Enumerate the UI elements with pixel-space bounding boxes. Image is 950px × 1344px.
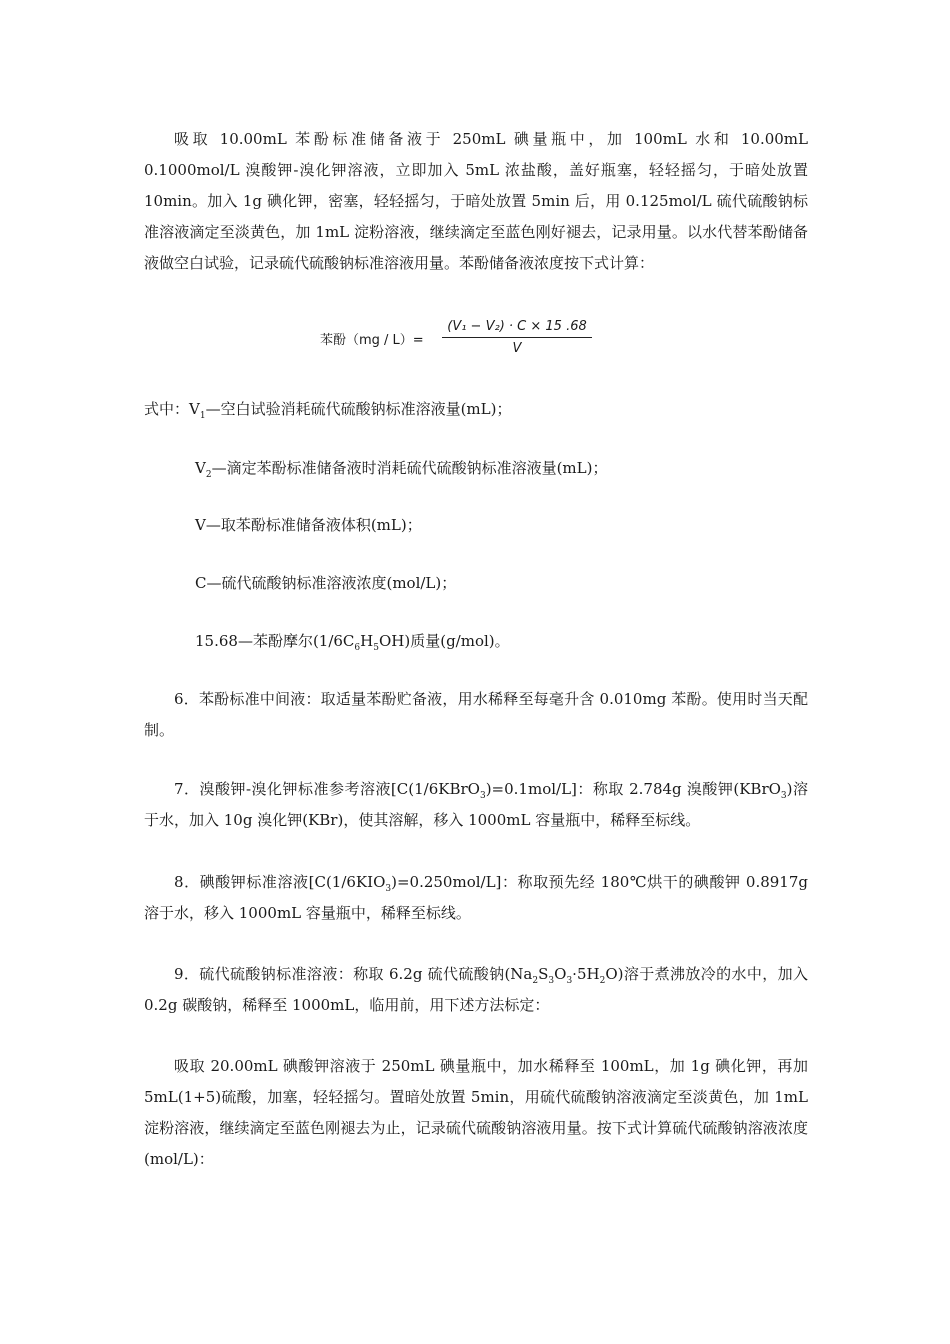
formula-numerator: (V₁ − V₂) · C × 15 .68	[447, 319, 587, 334]
formula-lhs: 苯酚（mg / L）=	[320, 333, 424, 348]
definition-v2: $V_2—$滴定苯酚标准储备液时消耗硫代硫酸钠标准溶液量(mL)；	[195, 459, 608, 480]
paragraph-item-8: 8．碘酸钾标准溶液$[C(1/6KIO_3)=0.250mol/L]$：称取预先经 180℃烘干的碘酸钾 0.8917g 溶于水，移入 1000mL 容量瓶中，稀释至标线。	[144, 873, 808, 922]
fraction-bar	[442, 337, 592, 338]
formula-denominator: V	[512, 341, 522, 356]
definition-molar-mass: 15.68—苯酚摩尔$(1/6C_6H_5OH)$质量(g/mol)。	[195, 632, 510, 653]
paragraph-item-6: 6．苯酚标准中间液：取适量苯酚贮备液，用水稀释至每毫升含 0.010mg 苯酚。使用时当天配制。	[144, 690, 808, 739]
paragraph-phenol-titration: 吸取 10.00mL 苯酚标准储备液于 250mL 碘量瓶中，加 100mL 水和 10.00mL 0.1000mol/L 溴酸钾-溴化钾溶液，立即加入 5mL 浓盐酸，盖好瓶塞，轻轻摇匀，于暗处放置 10min。加入 1g 碘化钾，密塞，轻轻摇匀，于暗处放置 5min 后，用 0.125mol/L 硫代硫酸钠标准溶液滴定至淡黄色，加 1mL 淀粉溶液，继续滴定至蓝色刚好褪去，记录用量。以水代替苯酚储备液做空白试验，记录硫代硫酸钠标准溶液用量。苯酚储备液浓度按下式计算：	[144, 130, 808, 272]
definition-v1: 式中：$V_1—$空白试验消耗硫代硫酸钠标准溶液量(mL)；	[144, 400, 512, 421]
definition-v: V—取苯酚标准储备液体积(mL)；	[195, 516, 422, 534]
definition-c: C—硫代硫酸钠标准溶液浓度(mol/L)；	[195, 574, 457, 592]
paragraph-item-7: 7．溴酸钾-溴化钾标准参考溶液[C(1/6KBrO$_3$)=0.1mol/L]：称取 2.784g 溴酸钾(KBrO$_3$)溶于水，加入 10g 溴化钾(KBr)，使其溶解，移入 1000mL 容量瓶中，稀释至标线。	[144, 780, 808, 829]
paragraph-item-9: 9．硫代硫酸钠标准溶液：称取 6.2g 硫代硫酸钠$(Na_2S_3O_3\cdot 5H_2O)$溶于煮沸放冷的水中，加入 0.2g 碳酸钠，稀释至 1000mL，临用前，用下述方法标定：	[144, 965, 808, 1014]
formula-fraction	[442, 318, 592, 358]
paragraph-sodium-thiosulfate-calibration: 吸取 20.00mL 碘酸钾溶液于 250mL 碘量瓶中，加水稀释至 100mL，加 1g 碘化钾，再加 5mL(1+5)硫酸，加塞，轻轻摇匀。置暗处放置 5min，用硫代硫酸钠溶液滴定至淡黄色，加 1mL 淀粉溶液，继续滴定至蓝色刚褪去为止，记录硫代硫酸钠溶液用量。按下式计算硫代硫酸钠溶液浓度(mol/L)：	[144, 1057, 808, 1168]
